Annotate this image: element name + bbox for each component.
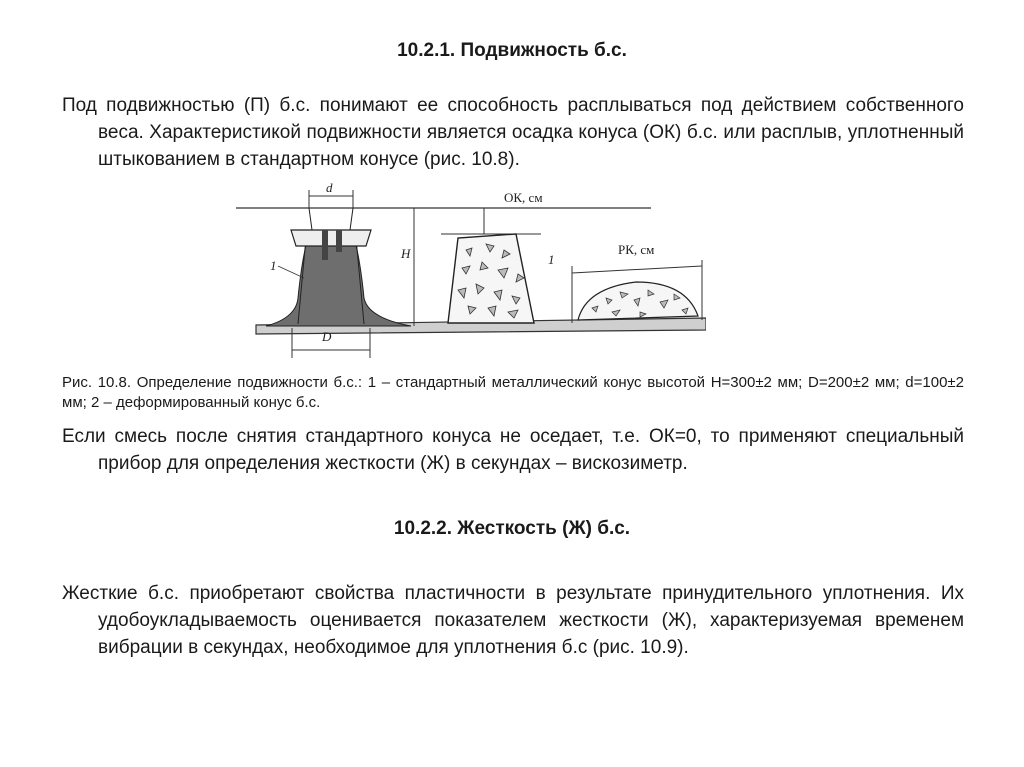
ok-label: ОК, см bbox=[504, 190, 543, 205]
section-title-mobility: 10.2.1. Подвижность б.с. bbox=[397, 40, 627, 61]
viscometer-paragraph: Если смесь после снятия стандартного конуса не оседает, т.е. ОК=0, то применяют специальный прибор для определения жесткости (Ж) в секундах – вискозиметр. bbox=[62, 426, 964, 474]
slumped-cone bbox=[448, 234, 534, 323]
D-label: D bbox=[322, 329, 332, 344]
label-1-left: 1 bbox=[270, 258, 277, 273]
section-title-stiffness: 10.2.2. Жесткость (Ж) б.с. bbox=[393, 518, 631, 539]
cone-slump-figure bbox=[236, 178, 706, 363]
H-label: H bbox=[401, 246, 411, 261]
rk-dimension-line bbox=[572, 266, 702, 273]
mobility-paragraph: Под подвижностью (П) б.с. понимают ее способность расплываться под действием собственного веса. Характеристикой подвижности является осадка конуса (ОК) б.с. или расплыв, уплотненный штыкованием в стандартном конусе (рис. 10.8). bbox=[62, 95, 964, 170]
figure-caption: Рис. 10.8. Определение подвижности б.с.: 1 – стандартный металлический конус высотой H=300±2 мм; D=200±2 мм; d=100±2 мм; 2 – деформированный конус б.с. bbox=[62, 374, 964, 411]
label-1-right: 1 bbox=[548, 252, 555, 267]
d-label: d bbox=[326, 180, 333, 195]
spread-concrete bbox=[578, 282, 698, 320]
metal-cone bbox=[266, 208, 411, 326]
rk-label: РК, см bbox=[618, 242, 655, 257]
stiffness-paragraph: Жесткие б.с. приобретают свойства пластичности в результате принудительного уплотнения. Их удобоукладываемость оценивается показателем жесткости (Ж), характеризуемая временем вибрации в секундах, необходимое для уплотнения б.с (рис. 10.9). bbox=[62, 583, 964, 658]
